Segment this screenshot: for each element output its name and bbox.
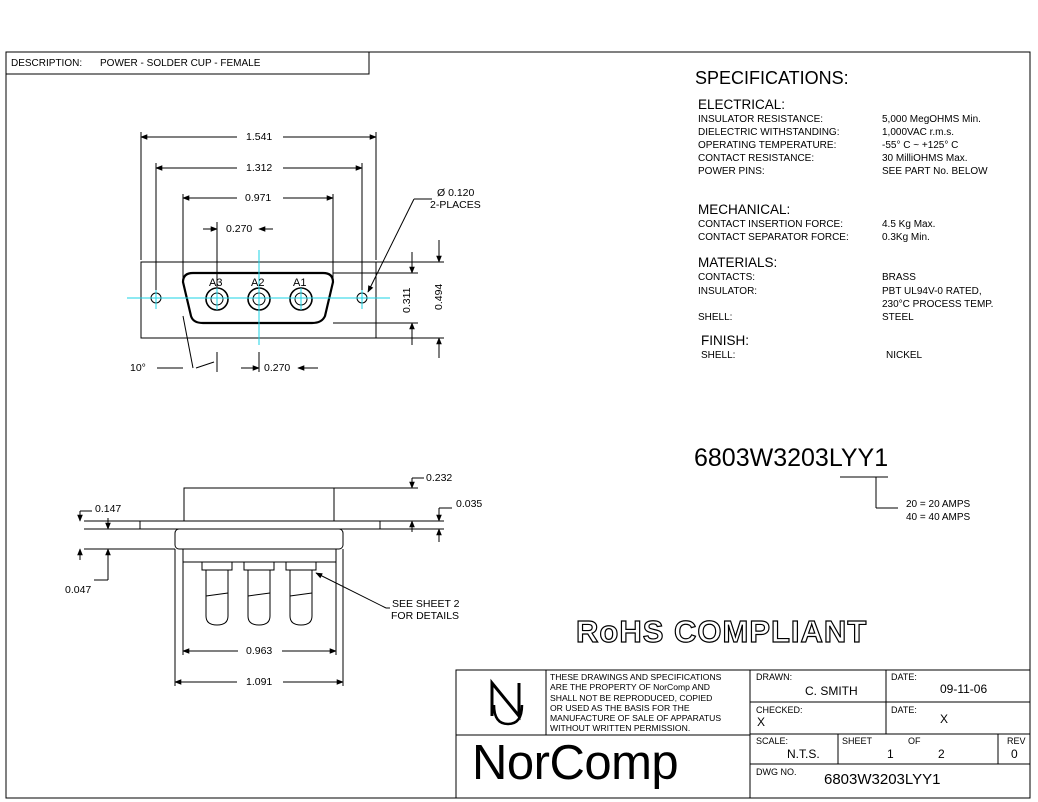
see-sheet-note-2: FOR DETAILS bbox=[391, 610, 460, 622]
shell-value: STEEL bbox=[882, 312, 914, 323]
checked-label: CHECKED: bbox=[756, 705, 803, 715]
spec-label: POWER PINS: bbox=[698, 166, 765, 177]
part-number-prefix: 6803W3203 bbox=[694, 444, 829, 472]
materials-heading: MATERIALS: bbox=[698, 255, 778, 270]
shell-label: SHELL: bbox=[698, 312, 733, 323]
legal-line: OR USED AS THE BASIS FOR THE bbox=[550, 702, 690, 713]
checked-value: X bbox=[757, 715, 766, 729]
legal-notice bbox=[550, 672, 721, 734]
part-number bbox=[694, 444, 888, 473]
spec-value: 1,000VAC r.m.s. bbox=[882, 127, 955, 138]
drawn-label: DRAWN: bbox=[756, 672, 793, 682]
dim-0270-bottom: 0.270 bbox=[264, 362, 291, 374]
date2-value: X bbox=[940, 712, 949, 726]
pin-label-a2: A2 bbox=[251, 277, 265, 289]
description-value: POWER - SOLDER CUP - FEMALE bbox=[100, 58, 261, 69]
dim-angle: 10° bbox=[130, 362, 146, 374]
finish-shell-value: NICKEL bbox=[886, 350, 923, 361]
legal-line: ARE THE PROPERTY OF NorComp AND bbox=[550, 682, 710, 693]
spec-label: DIELECTRIC WITHSTANDING: bbox=[698, 127, 840, 138]
spec-label: INSULATOR RESISTANCE: bbox=[698, 114, 824, 125]
date2-label: DATE: bbox=[891, 705, 917, 715]
sheet-value: 1 bbox=[887, 747, 894, 761]
dim-0047: 0.047 bbox=[65, 584, 92, 596]
mechanical-heading: MECHANICAL: bbox=[698, 202, 791, 217]
spec-value: SEE PART No. BELOW bbox=[882, 166, 988, 177]
dwg-no-label: DWG NO. bbox=[756, 767, 797, 777]
dim-0494: 0.494 bbox=[433, 283, 445, 310]
option-40-amps: 40 = 40 AMPS bbox=[906, 512, 971, 523]
spec-label: OPERATING TEMPERATURE: bbox=[698, 140, 837, 151]
date-value: 09-11-06 bbox=[940, 682, 988, 696]
dim-0232: 0.232 bbox=[426, 472, 453, 484]
spec-value: 5,000 MegOHMS Min. bbox=[882, 114, 981, 125]
finish-shell-label: SHELL: bbox=[701, 350, 736, 361]
legal-line: WITHOUT WRITTEN PERMISSION. bbox=[550, 723, 691, 734]
dim-1312: 1.312 bbox=[246, 162, 273, 174]
finish-heading: FINISH: bbox=[701, 333, 750, 348]
rohs-compliant-stamp: RoHS COMPLIANT bbox=[576, 614, 868, 649]
date-label: DATE: bbox=[891, 672, 917, 682]
rev-value: 0 bbox=[1011, 747, 1018, 761]
spec-label: CONTACT SEPARATOR FORCE: bbox=[698, 232, 849, 243]
dwg-no-value: 6803W3203LYY1 bbox=[824, 771, 941, 788]
dim-0147: 0.147 bbox=[95, 503, 122, 515]
legal-line: THESE DRAWINGS AND SPECIFICATIONS bbox=[550, 672, 722, 682]
spec-label: CONTACT INSERTION FORCE: bbox=[698, 219, 844, 230]
dim-1091: 1.091 bbox=[246, 676, 273, 688]
spec-value: 4.5 Kg Max. bbox=[882, 219, 936, 230]
hole-note-1: Ø 0.120 bbox=[437, 187, 475, 199]
dim-0270-top: 0.270 bbox=[226, 223, 253, 235]
dim-0311: 0.311 bbox=[401, 287, 413, 313]
dim-0963: 0.963 bbox=[246, 645, 273, 657]
scale-label: SCALE: bbox=[756, 736, 789, 746]
mechanical-values bbox=[882, 218, 935, 244]
rev-label: REV bbox=[1007, 736, 1026, 746]
insulator-value-2: 230°C PROCESS TEMP. bbox=[882, 299, 994, 310]
contacts-label: CONTACTS: bbox=[698, 272, 756, 283]
of-label: OF bbox=[908, 736, 921, 746]
see-sheet-note-1: SEE SHEET 2 bbox=[392, 598, 460, 610]
spec-value: 0.3Kg Min. bbox=[882, 232, 930, 243]
part-number-suffix: LYY1 bbox=[828, 444, 889, 472]
option-20-amps: 20 = 20 AMPS bbox=[906, 499, 971, 510]
company-name: NorComp bbox=[472, 736, 679, 790]
legal-line: SHALL NOT BE REPRODUCED, COPIED bbox=[550, 692, 713, 703]
legal-line: MANUFACTURE OF SALE OF APPARATUS bbox=[550, 713, 722, 724]
drawn-value: C. SMITH bbox=[805, 684, 858, 698]
spec-label: CONTACT RESISTANCE: bbox=[698, 153, 815, 164]
pin-label-a3: A3 bbox=[209, 277, 223, 289]
mechanical-labels bbox=[698, 218, 849, 244]
contacts-value: BRASS bbox=[882, 272, 916, 283]
dim-1541: 1.541 bbox=[246, 131, 273, 143]
of-value: 2 bbox=[938, 747, 945, 761]
sheet-label: SHEET bbox=[842, 736, 873, 746]
electrical-labels bbox=[698, 113, 839, 178]
insulator-value-1: PBT UL94V-0 RATED, bbox=[882, 286, 982, 297]
insulator-label: INSULATOR: bbox=[698, 286, 758, 297]
specifications-title: SPECIFICATIONS: bbox=[695, 68, 849, 88]
spec-value: 30 MilliOHMS Max. bbox=[882, 153, 968, 164]
dim-0971: 0.971 bbox=[245, 192, 272, 204]
spec-value: -55° C ~ +125° C bbox=[882, 140, 959, 151]
hole-note-2: 2-PLACES bbox=[430, 199, 481, 211]
electrical-heading: ELECTRICAL: bbox=[698, 97, 786, 112]
pin-label-a1: A1 bbox=[293, 277, 307, 289]
electrical-values bbox=[882, 113, 988, 178]
dim-0035: 0.035 bbox=[456, 498, 483, 510]
scale-value: N.T.S. bbox=[787, 747, 820, 761]
description-label: DESCRIPTION: bbox=[11, 58, 83, 69]
